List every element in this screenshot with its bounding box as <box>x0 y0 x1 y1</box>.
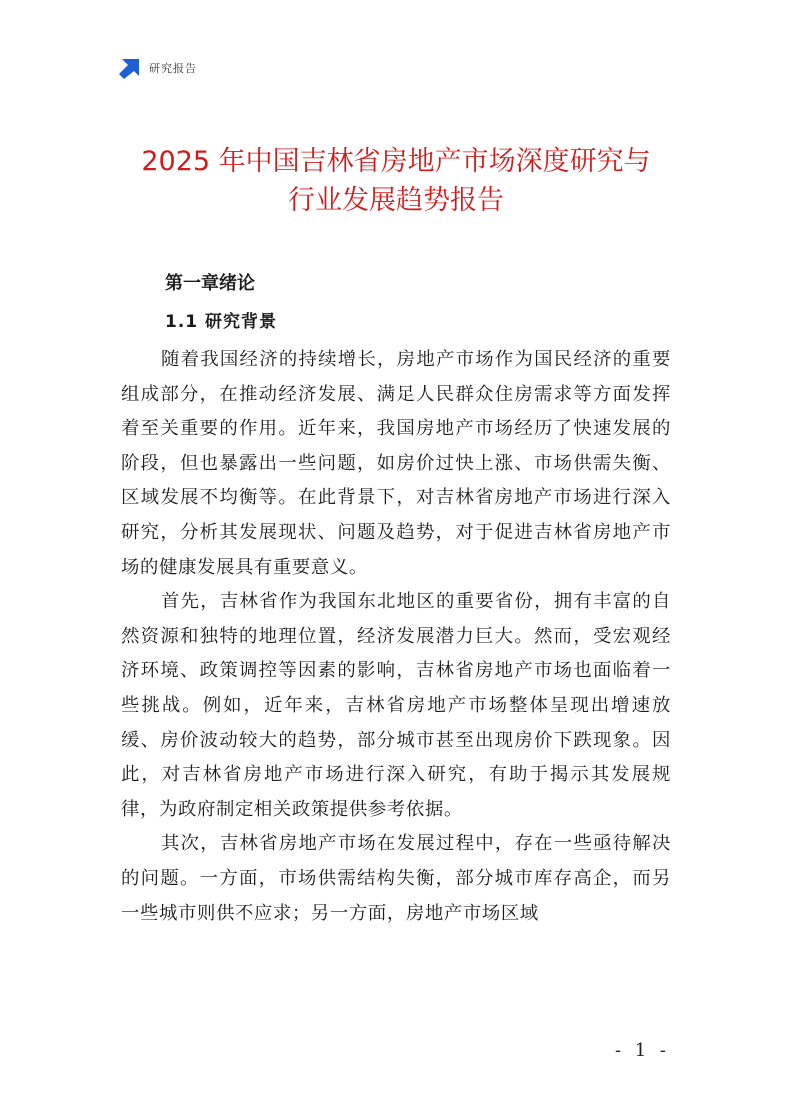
page-number: - 1 - <box>614 1040 670 1061</box>
chapter-heading: 第一章绪论 <box>165 273 255 294</box>
body-paragraph-2: 首先，吉林省作为我国东北地区的重要省份，拥有丰富的自然资源和独特的地理位置，经济发展潜力巨大。然而，受宏观经济环境、政策调控等因素的影响，吉林省房地产市场也面临着一些挑战。例如，近年来，吉林省房地产市场整体呈现出增速放缓、房价波动较大的趋势，部分城市甚至出现房价下跌现象。因此，对吉林省房地产市场进行深入研究，有助于揭示其发展规律，为政府制定相关政策提供参考依据。 <box>121 591 671 820</box>
report-header <box>119 56 197 80</box>
body-paragraph-1: 随着我国经济的持续增长，房地产市场作为国民经济的重要组成部分，在推动经济发展、满足人民群众住房需求等方面发挥着至关重要的作用。近年来，我国房地产市场经历了快速发展的阶段，但也暴露出一些问题，如房价过快上涨、市场供需失衡、区域发展不均衡等。在此背景下，对吉林省房地产市场进行深入研究，分析其发展现状、问题及趋势，对于促进吉林省房地产市场的健康发展具有重要意义。 <box>121 349 671 578</box>
body-paragraph-3: 其次，吉林省房地产市场在发展过程中，存在一些亟待解决的问题。一方面，市场供需结构失衡，部分城市库存高企，而另一些城市则供不应求；另一方面，房地产市场区域 <box>121 833 671 924</box>
title-line-1: 2025 年中国吉林省房地产市场深度研究与 <box>141 146 651 177</box>
header-label: 研究报告 <box>149 62 197 75</box>
section-heading: 1.1 研究背景 <box>165 312 278 332</box>
report-title <box>100 142 692 220</box>
title-line-2: 行业发展趋势报告 <box>288 185 504 216</box>
report-body <box>121 267 671 931</box>
arrow-up-right-icon <box>119 57 141 79</box>
